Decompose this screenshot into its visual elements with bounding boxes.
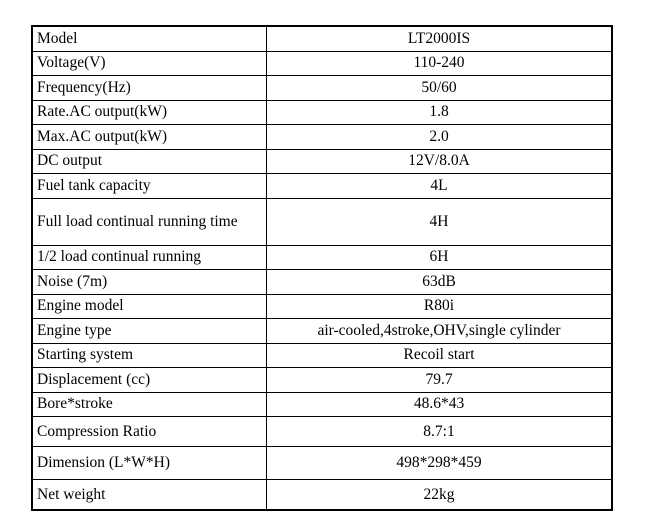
table-row-model: [33, 27, 611, 52]
table-row-dc-output: [33, 150, 611, 175]
label-cell: Fuel tank capacity: [33, 174, 267, 198]
value-cell: Recoil start: [403, 346, 475, 364]
value-cell: air-cooled,4stroke,OHV,single cylinder: [317, 321, 561, 339]
value-cell: 2.0: [429, 127, 449, 145]
table-row-fuel-tank: [33, 174, 611, 199]
value-cell: 498*298*459: [396, 454, 482, 471]
table-row-displacement: [33, 368, 611, 393]
value-cell: 4L: [430, 176, 448, 194]
table-row-frequency: [33, 76, 611, 101]
value-cell: 110-240: [413, 54, 465, 72]
table-row-engine-model: [33, 295, 611, 320]
label-cell: DC output: [33, 150, 267, 174]
value-cell: 50/60: [421, 78, 457, 96]
value-cell: 6H: [429, 248, 449, 266]
label-cell: Net weight: [33, 480, 267, 509]
label-cell: Engine type: [33, 319, 267, 343]
value-cell: 79.7: [425, 370, 453, 388]
label-cell: Rate.AC output(kW): [33, 101, 267, 125]
value-cell: 63dB: [422, 272, 456, 290]
value-cell: 12V/8.0A: [408, 152, 470, 170]
label-cell: Starting system: [33, 344, 267, 368]
value-cell: LT2000IS: [407, 29, 471, 47]
value-cell: 48.6*43: [413, 395, 465, 413]
label-cell: Compression Ratio: [33, 417, 267, 446]
value-cell: R80i: [423, 297, 455, 315]
value-cell: 22kg: [423, 485, 455, 503]
label-cell: Model: [33, 27, 267, 51]
value-cell: 4H: [429, 212, 449, 230]
table-row-half-load: [33, 246, 611, 271]
label-cell: Engine model: [33, 295, 267, 319]
table-row-full-load: [33, 199, 611, 246]
table-row-starting-system: [33, 344, 611, 369]
table-row-bore-stroke: [33, 393, 611, 418]
label-cell: Bore*stroke: [33, 393, 267, 417]
label-cell: Frequency(Hz): [33, 76, 267, 100]
label-cell: Max.AC output(kW): [33, 125, 267, 149]
table-row-max-output: [33, 125, 611, 150]
table-row-compression: [33, 417, 611, 447]
label-cell: Displacement (cc): [33, 368, 267, 392]
label-cell: 1/2 load continual running: [33, 246, 267, 270]
value-cell: 1.8: [429, 103, 449, 121]
label-cell: Noise (7m): [33, 270, 267, 294]
table-row-noise: [33, 270, 611, 295]
label-cell: Dimension (L*W*H): [33, 447, 267, 479]
label-cell: Full load continual running time: [33, 199, 267, 245]
value-cell: 8.7:1: [423, 422, 455, 440]
table-row-engine-type: [33, 319, 611, 344]
table-row-dimension: [33, 447, 611, 480]
table-row-rated-output: [33, 101, 611, 126]
spec-table: [31, 25, 613, 511]
table-row-net-weight: [33, 480, 611, 509]
table-row-voltage: [33, 52, 611, 77]
label-cell: Voltage(V): [33, 52, 267, 76]
